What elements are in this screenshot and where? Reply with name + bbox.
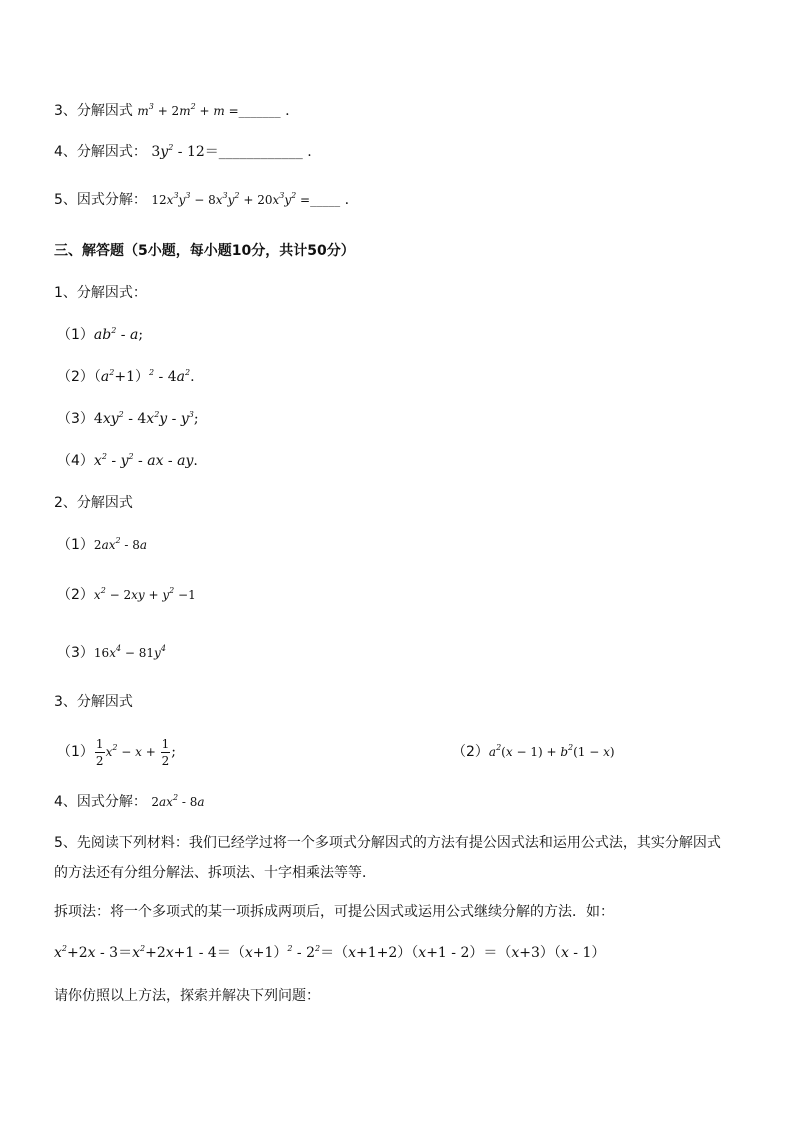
part-expr: $ab^2$ - a: [93, 326, 139, 343]
answer-blank: _____: [310, 193, 341, 207]
question-5-example: [54, 943, 605, 963]
part-suffix: .: [193, 453, 198, 469]
fraction-one-half: $\frac{1}{2}$: [161, 737, 170, 768]
fraction-one-half: $\frac{1}{2}$: [95, 737, 104, 768]
part-label: （3）: [57, 645, 94, 661]
question-5-prompt: 请你仿照以上方法，探索并解决下列问题：: [54, 988, 320, 1004]
q1-part-2: [57, 367, 195, 387]
part-expr: $x^2 - y^2$ - ax - ay: [93, 452, 194, 469]
part-expr: $(a^2+1)^2 - 4a^2$.: [93, 368, 195, 385]
part-expr: $a^2(x - 1) + b^2(1 - x)$: [488, 743, 615, 759]
fill-item-label: 5、因式分解：: [54, 192, 147, 208]
part-label: （1）: [57, 327, 94, 343]
q1-part-3: [57, 409, 199, 429]
q1-part-4: [57, 451, 198, 471]
part-label: （3）: [57, 411, 94, 427]
fill-item-expr: $m^3 + 2m^2 + m$ =: [137, 102, 239, 118]
q2-part-2: [57, 585, 196, 605]
part-suffix: ;: [138, 327, 144, 343]
part-label: （2）: [57, 369, 94, 385]
part-label: （2）: [57, 587, 94, 603]
question-2-title: 2、分解因式: [54, 495, 133, 511]
part-expr: $16x^4 - 81y^4$: [93, 644, 166, 660]
q3-part-2: [452, 742, 615, 762]
answer-blank: ____________: [218, 144, 303, 160]
q2-part-3: [57, 643, 166, 663]
q3-part-1: [57, 732, 176, 772]
example-expression: $x^2+2x - 3=x^2+2x+1 - 4=(x+1)^2 - 2^2=(x+1+2)(x+1 - 2)=(x+3)(x - 1)$: [54, 944, 606, 961]
fill-item-end: .: [344, 192, 350, 208]
fill-item-3: [54, 101, 290, 121]
question-1-title: 1、分解因式：: [54, 285, 147, 301]
fill-item-label: 4、分解因式：: [54, 144, 147, 160]
question-5-method: 拆项法：将一个多项式的某一项拆成两项后，可提公因式或运用公式继续分解的方法．如：: [54, 904, 614, 920]
part-label: （1）: [57, 744, 94, 760]
question-4-expr: $2ax^2 - 8a$: [151, 793, 205, 809]
question-3-title: 3、分解因式: [54, 694, 133, 710]
part-suffix: ;: [193, 411, 199, 427]
q1-part-1: [57, 325, 143, 345]
part-label: （1）: [57, 537, 94, 553]
section-heading: 三、解答题（5小题，每小题10分，共计50分）: [54, 243, 355, 259]
part-label: （2）: [452, 744, 489, 760]
fill-item-label: 3、分解因式: [54, 103, 133, 119]
part-expr: $\frac{1}{2}$ $x^2 - x$ + $\frac{1}{2}$: [95, 737, 170, 768]
fill-item-end: .: [285, 103, 290, 119]
question-4-title: 4、因式分解：: [54, 794, 147, 810]
question-5-intro: 5、先阅读下列材料：我们已经学过将一个多项式分解因式的方法有提公因式法和运用公式法，其实分解因式的方法还有分组分解法、拆项法、十字相乘法等等．: [54, 835, 721, 881]
answer-blank: _______: [238, 104, 281, 118]
fill-item-end: .: [307, 144, 312, 160]
part-suffix: ;: [171, 744, 176, 760]
fill-item-4: [54, 142, 312, 162]
fill-item-expr: $3y^2 - 12=$: [151, 143, 219, 160]
fill-item-5: [54, 190, 349, 210]
part-expr: $x^2 - 2xy + y^2 -1$: [93, 586, 196, 602]
q2-part-1: [57, 535, 147, 555]
part-label: （4）: [57, 453, 94, 469]
part-expr: $4xy^2 - 4x^2y - y^3$: [93, 410, 194, 427]
question-4: [54, 792, 205, 812]
part-expr: $2ax^2 - 8a$: [93, 536, 148, 552]
fill-item-expr: $12x^3y^3 - 8x^3y^2 + 20x^3y^2$ =: [151, 191, 311, 207]
